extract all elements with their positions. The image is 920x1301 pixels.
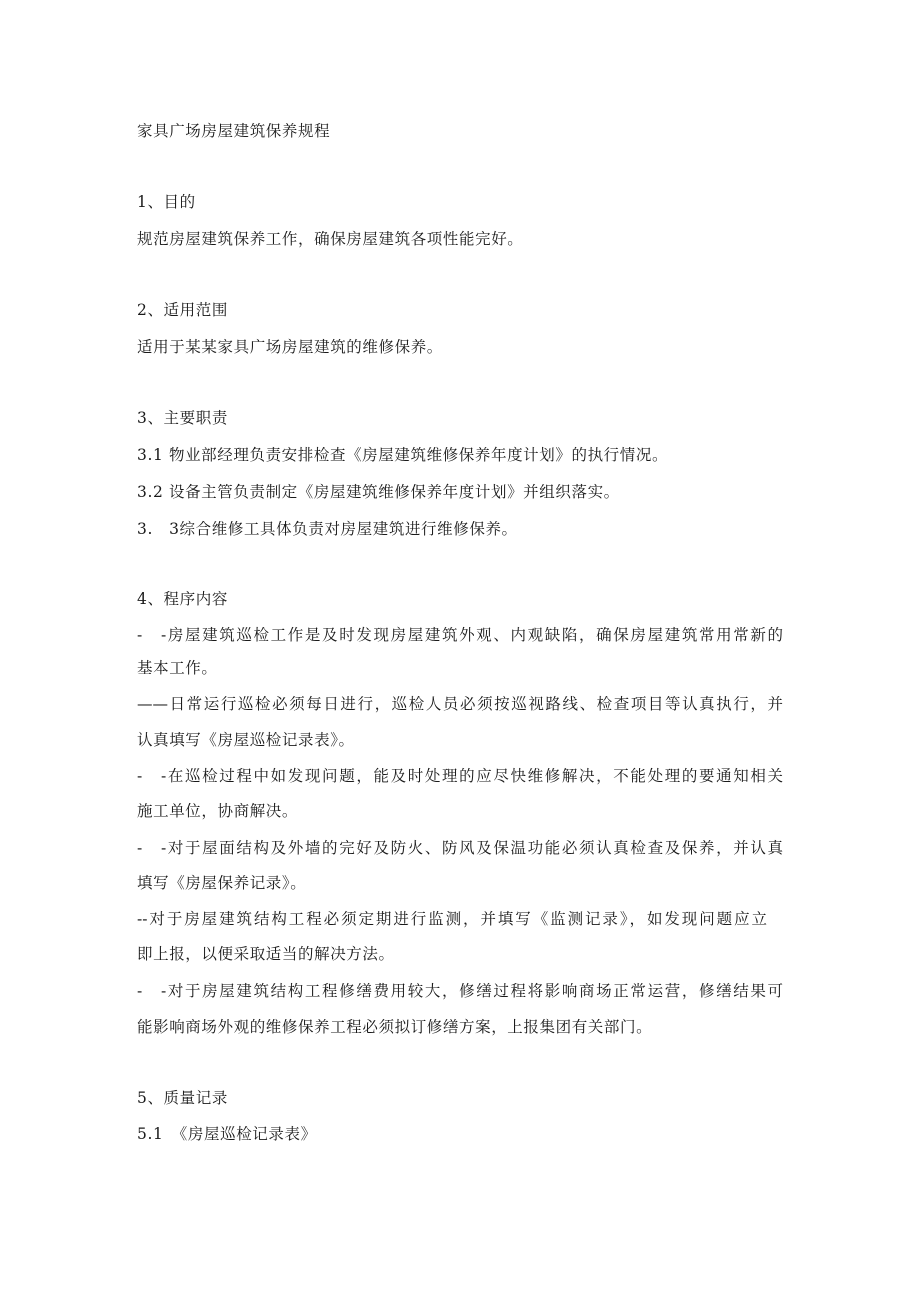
section-4-line: 施工单位，协商解决。 [137,802,299,820]
section-4-line: 即上报，以便采取适当的解决方法。 [137,945,395,963]
section-4-heading: 4、程序内容 [137,590,228,608]
section-3-item: 3.2 设备主管负责制定《房屋建筑维修保养年度计划》并组织落实。 [137,483,620,501]
section-1-body: 规范房屋建筑保养工作，确保房屋建筑各项性能完好。 [137,230,524,248]
section-3-item: 3. 3综合维修工具体负责对房屋建筑进行维修保养。 [137,520,518,538]
section-3-item: 3.1 物业部经理负责安排检查《房屋建筑维修保养年度计划》的执行情况。 [137,446,669,464]
section-4-line: 认真填写《房屋巡检记录表》。 [137,731,355,749]
section-2-heading: 2、适用范围 [137,301,228,319]
section-4-line: 填写《房屋保养记录》。 [137,874,307,892]
section-5-item: 5.1 《房屋巡检记录表》 [137,1125,317,1143]
section-4-line: 基本工作。 [137,659,218,677]
section-4-line: 能影响商场外观的维修保养工程必须拟订修缮方案，上报集团有关部门。 [137,1018,653,1036]
section-4-line: - -在巡检过程中如发现问题，能及时处理的应尽快维修解决，不能处理的要通知相关 [137,767,783,785]
section-4-line: --对于房屋建筑结构工程必须定期进行监测，并填写《监测记录》，如发现问题应立 [137,910,767,928]
section-1-heading: 1、目的 [137,193,196,211]
section-4-line: - -房屋建筑巡检工作是及时发现房屋建筑外观、内观缺陷，确保房屋建筑常用常新的 [137,626,783,644]
section-4-line: - -对于房屋建筑结构工程修缮费用较大，修缮过程将影响商场正常运营，修缮结果可 [137,982,783,1000]
section-3-heading: 3、主要职责 [137,409,228,427]
section-4-line: - -对于屋面结构及外墙的完好及防火、防风及保温功能必须认真检查及保养，并认真 [137,839,783,857]
section-2-body: 适用于某某家具广场房屋建筑的维修保养。 [137,338,443,356]
document-title: 家具广场房屋建筑保养规程 [137,122,331,140]
section-4-line: ——日常运行巡检必须每日进行，巡检人员必须按巡视路线、检查项目等认真执行，并 [137,695,783,713]
section-5-heading: 5、质量记录 [137,1089,228,1107]
